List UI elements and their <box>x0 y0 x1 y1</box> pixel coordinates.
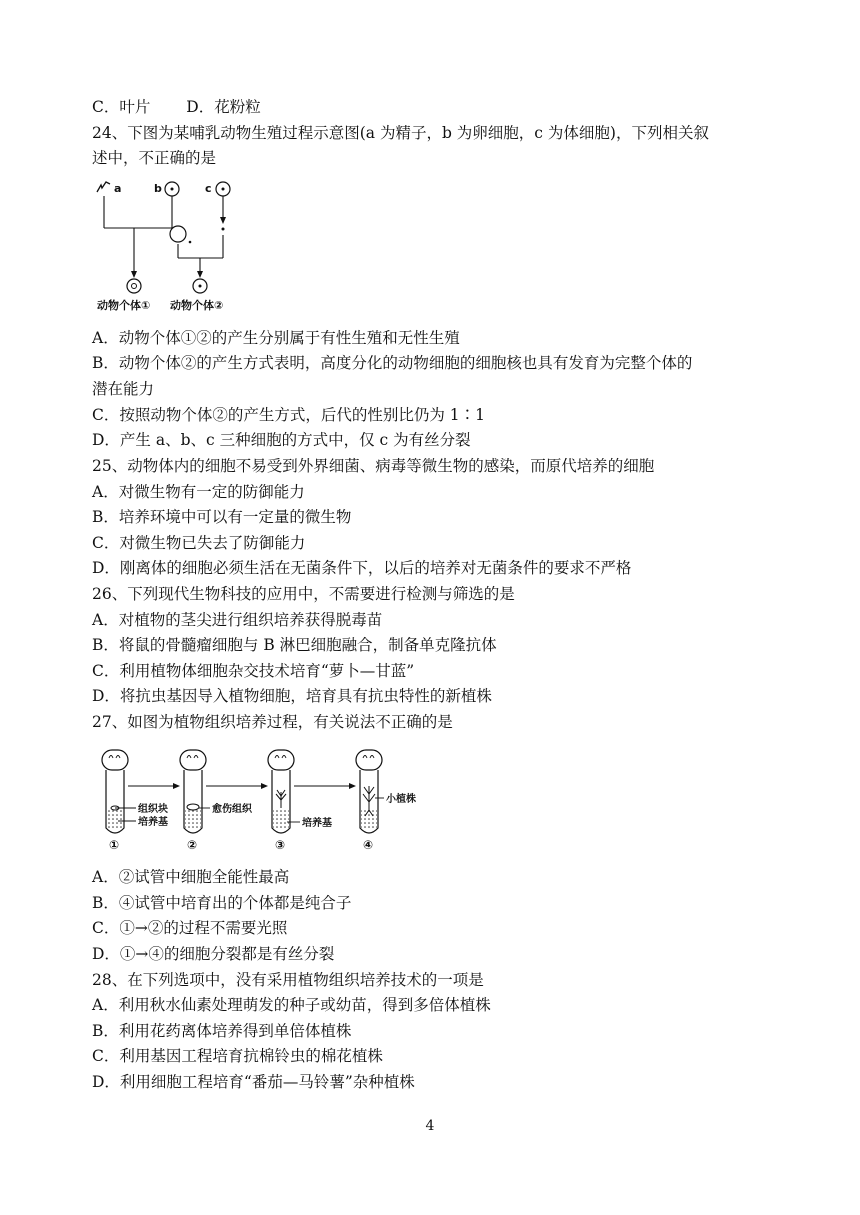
text-line: C．对微生物已失去了防御能力 <box>92 534 306 552</box>
test-tube-1 <box>102 750 128 833</box>
test-tube-3 <box>268 750 294 833</box>
text-line: A．动物个体①②的产生分别属于有性生殖和无性生殖 <box>92 329 460 347</box>
text-line: D．将抗虫基因导入植物细胞，培育具有抗虫特性的新植株 <box>92 687 492 705</box>
label-callus: 愈伤组织 <box>212 804 252 815</box>
enucleated-egg-icon <box>170 226 186 242</box>
individual-1-label: 动物个体① <box>97 299 151 312</box>
text-line: C．叶片 D．花粉粒 <box>92 98 261 116</box>
question-27-stem: 27、如图为植物组织培养过程，有关说法不正确的是 <box>92 713 453 731</box>
question-28-stem: 28、在下列选项中，没有采用植物组织培养技术的一项是 <box>92 971 484 989</box>
test-tube-4 <box>356 750 382 833</box>
text-line: B．④试管中培育出的个体都是纯合子 <box>92 894 352 912</box>
page-number: 4 <box>425 1118 435 1134</box>
text-line: D．①→④的细胞分裂都是有丝分裂 <box>92 945 335 963</box>
individual-1-icon <box>127 279 141 293</box>
label-c: c <box>205 182 212 195</box>
text-line: 潜在能力 <box>92 380 155 398</box>
text-line: C．利用植物体细胞杂交技术培育“萝卜—甘蓝” <box>92 662 415 680</box>
text-line: C．①→②的过程不需要光照 <box>92 919 288 937</box>
text-line: B．动物个体②的产生方式表明，高度分化的动物细胞的细胞核也具有发育为完整个体的 <box>92 354 693 372</box>
question-25-stem: 25、动物体内的细胞不易受到外界细菌、病毒等微生物的感染，而原代培养的细胞 <box>92 457 655 475</box>
tissue-culture-diagram <box>92 742 416 852</box>
label-tissue-block: 组织块 <box>138 804 168 815</box>
text-line: C．按照动物个体②的产生方式，后代的性别比仍为 1∶1 <box>92 406 486 424</box>
reproduction-diagram <box>92 178 262 316</box>
label-medium-1: 培养基 <box>138 817 168 828</box>
question-26-stem: 26、下列现代生物科技的应用中，不需要进行检测与筛选的是 <box>92 585 515 603</box>
label-plantlet: 小植株 <box>386 794 416 805</box>
test-tube-2 <box>180 750 206 833</box>
text-line: A．对微生物有一定的防御能力 <box>92 483 305 501</box>
text-line: A．对植物的茎尖进行组织培养获得脱毒苗 <box>92 611 383 629</box>
text-line: B．利用花药离体培养得到单倍体植株 <box>92 1022 352 1040</box>
text-line: A．②试管中细胞全能性最高 <box>92 868 290 886</box>
text-line: C．利用基因工程培育抗棉铃虫的棉花植株 <box>92 1047 383 1065</box>
label-b: b <box>154 182 162 195</box>
text-line: 述中，不正确的是 <box>92 149 217 167</box>
text-line: B．将鼠的骨髓瘤细胞与 B 淋巴细胞融合，制备单克隆抗体 <box>92 636 497 654</box>
label-a: a <box>114 182 122 195</box>
sperm-cell-icon <box>97 182 110 192</box>
tube-number-4: ④ <box>363 838 374 852</box>
text-line: D．利用细胞工程培育“番茄—马铃薯”杂种植株 <box>92 1073 415 1091</box>
individual-2-label: 动物个体② <box>170 299 224 312</box>
tube-number-1: ① <box>109 838 120 852</box>
tube-number-3: ③ <box>275 838 286 852</box>
question-24-stem: 24、下图为某哺乳动物生殖过程示意图(a 为精子，b 为卵细胞，c 为体细胞)，下列相关叙 <box>92 124 709 142</box>
label-medium-2: 培养基 <box>302 818 332 829</box>
text-line: B．培养环境中可以有一定量的微生物 <box>92 508 352 526</box>
text-line: A．利用秋水仙素处理萌发的种子或幼苗，得到多倍体植株 <box>92 996 491 1014</box>
text-line: D．产生 a、b、c 三种细胞的方式中，仅 c 为有丝分裂 <box>92 431 471 449</box>
text-line: D．刚离体的细胞必须生活在无菌条件下，以后的培养对无菌条件的要求不严格 <box>92 559 632 577</box>
tube-number-2: ② <box>187 838 198 852</box>
